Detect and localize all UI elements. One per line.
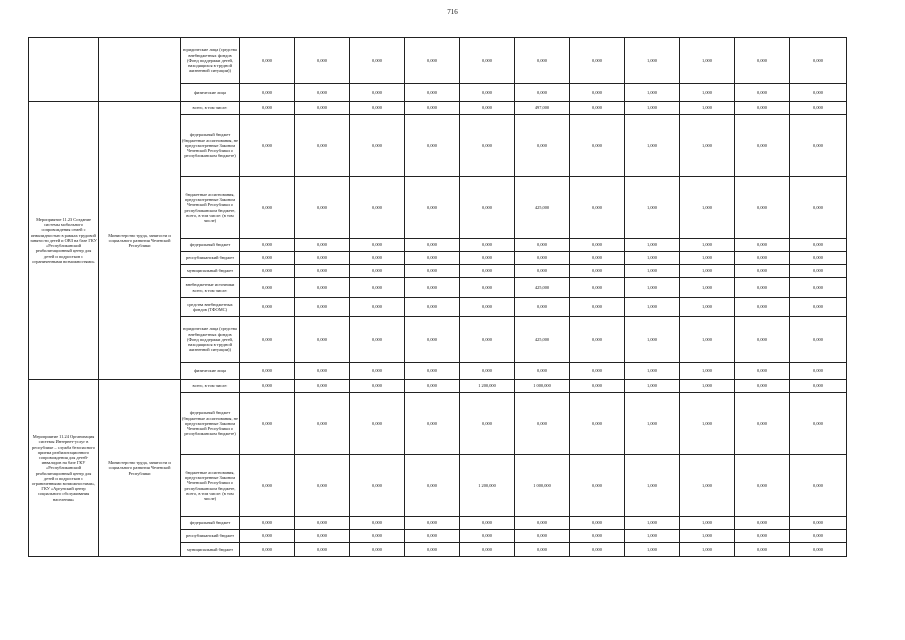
value-cell: 0,000 bbox=[570, 102, 625, 115]
value-cell: 0,000 bbox=[295, 84, 350, 102]
value-cell: 0,000 bbox=[405, 239, 460, 252]
funding-source-cell: бюджетные ассигнования, предусмотренные Законом Чеченской Республики о республиканском бюджете, всего, в том числе: (в том числе) bbox=[181, 177, 240, 239]
value-cell: 1,000 bbox=[680, 517, 735, 530]
value-cell: 1,000 bbox=[625, 115, 680, 177]
value-cell: 1 000,000 bbox=[515, 455, 570, 517]
value-cell: 0,000 bbox=[240, 298, 295, 317]
value-cell: 0,000 bbox=[735, 84, 790, 102]
value-cell: 0,000 bbox=[350, 278, 405, 298]
value-cell: 0,000 bbox=[460, 517, 515, 530]
value-cell: 0,000 bbox=[240, 530, 295, 543]
value-cell: 0,000 bbox=[405, 317, 460, 363]
value-cell: 0,000 bbox=[790, 84, 847, 102]
measure-name-cell bbox=[29, 38, 99, 102]
value-cell: 0,000 bbox=[570, 115, 625, 177]
value-cell: 0,000 bbox=[240, 177, 295, 239]
value-cell: 0,000 bbox=[295, 115, 350, 177]
value-cell: 0,000 bbox=[515, 298, 570, 317]
value-cell: 0,000 bbox=[350, 252, 405, 265]
measure-name-cell: Мероприятие 11.24 Организация системы Интернет-услуг в республике – служба безопасного приема реабилитационного сопровождения для детей-инвалидов на базе ГКУ «Республиканский реабилитационный центр для детей и подростков с ограниченными возможностями», ГКУ «Аргунский центр социального обслуживания населения» bbox=[29, 380, 99, 557]
value-cell: 0,000 bbox=[405, 393, 460, 455]
value-cell: 1,000 bbox=[625, 530, 680, 543]
value-cell: 0,000 bbox=[735, 252, 790, 265]
value-cell: 1,000 bbox=[680, 543, 735, 557]
value-cell: 0,000 bbox=[790, 115, 847, 177]
value-cell: 0,000 bbox=[405, 380, 460, 393]
value-cell: 0,000 bbox=[295, 278, 350, 298]
value-cell: 1,000 bbox=[625, 298, 680, 317]
value-cell: 0,000 bbox=[460, 252, 515, 265]
value-cell: 0,000 bbox=[350, 265, 405, 278]
value-cell: 0,000 bbox=[295, 543, 350, 557]
value-cell: 0,000 bbox=[295, 298, 350, 317]
value-cell: 0,000 bbox=[405, 455, 460, 517]
value-cell: 0,000 bbox=[790, 278, 847, 298]
value-cell: 0,000 bbox=[735, 393, 790, 455]
value-cell: 0,000 bbox=[790, 102, 847, 115]
value-cell: 0,000 bbox=[735, 455, 790, 517]
value-cell: 0,000 bbox=[460, 278, 515, 298]
value-cell: 0,000 bbox=[295, 177, 350, 239]
value-cell: 0,000 bbox=[405, 278, 460, 298]
value-cell: 0,000 bbox=[570, 393, 625, 455]
value-cell: 0,000 bbox=[405, 363, 460, 380]
value-cell: 1,000 bbox=[680, 115, 735, 177]
value-cell: 0,000 bbox=[735, 298, 790, 317]
value-cell: 0,000 bbox=[405, 115, 460, 177]
value-cell: 0,000 bbox=[790, 530, 847, 543]
funding-source-cell: федеральный бюджет (бюджетные ассигнования, не предусмотренные Законом Чеченской Республики о республиканском бюджете) bbox=[181, 115, 240, 177]
value-cell: 0,000 bbox=[350, 177, 405, 239]
value-cell: 1,000 bbox=[625, 317, 680, 363]
value-cell: 0,000 bbox=[350, 530, 405, 543]
value-cell: 1,000 bbox=[625, 265, 680, 278]
value-cell: 1,000 bbox=[680, 177, 735, 239]
value-cell: 0,000 bbox=[570, 265, 625, 278]
value-cell: 1,000 bbox=[680, 380, 735, 393]
value-cell: 0,000 bbox=[240, 239, 295, 252]
value-cell: 497,000 bbox=[515, 102, 570, 115]
value-cell: 0,000 bbox=[460, 298, 515, 317]
value-cell: 0,000 bbox=[240, 517, 295, 530]
value-cell: 425,000 bbox=[515, 278, 570, 298]
value-cell: 0,000 bbox=[460, 317, 515, 363]
value-cell: 0,000 bbox=[570, 517, 625, 530]
value-cell: 0,000 bbox=[735, 177, 790, 239]
value-cell: 1,000 bbox=[625, 177, 680, 239]
value-cell: 0,000 bbox=[790, 455, 847, 517]
value-cell: 0,000 bbox=[570, 380, 625, 393]
funding-source-cell: физические лица bbox=[181, 84, 240, 102]
funding-source-cell: средства внебюджетных фондов (ТФОМС) bbox=[181, 298, 240, 317]
value-cell: 0,000 bbox=[350, 84, 405, 102]
value-cell: 0,000 bbox=[570, 252, 625, 265]
value-cell: 0,000 bbox=[405, 530, 460, 543]
value-cell: 1,000 bbox=[680, 278, 735, 298]
value-cell: 0,000 bbox=[405, 84, 460, 102]
value-cell: 1,000 bbox=[680, 102, 735, 115]
value-cell: 1,000 bbox=[625, 38, 680, 84]
value-cell: 0,000 bbox=[570, 543, 625, 557]
value-cell: 0,000 bbox=[790, 298, 847, 317]
funding-source-cell: республиканский бюджет bbox=[181, 530, 240, 543]
value-cell: 0,000 bbox=[515, 239, 570, 252]
value-cell: 0,000 bbox=[735, 530, 790, 543]
value-cell: 1,000 bbox=[680, 239, 735, 252]
value-cell: 0,000 bbox=[790, 543, 847, 557]
value-cell: 0,000 bbox=[240, 38, 295, 84]
value-cell: 0,000 bbox=[735, 543, 790, 557]
value-cell: 0,000 bbox=[460, 115, 515, 177]
value-cell: 0,000 bbox=[295, 380, 350, 393]
value-cell: 0,000 bbox=[295, 363, 350, 380]
value-cell: 0,000 bbox=[735, 265, 790, 278]
value-cell: 0,000 bbox=[570, 239, 625, 252]
value-cell: 0,000 bbox=[515, 84, 570, 102]
value-cell: 0,000 bbox=[240, 317, 295, 363]
executor-cell bbox=[99, 38, 181, 102]
value-cell: 0,000 bbox=[460, 543, 515, 557]
value-cell: 0,000 bbox=[240, 455, 295, 517]
value-cell: 1,000 bbox=[625, 380, 680, 393]
value-cell: 0,000 bbox=[570, 530, 625, 543]
value-cell: 0,000 bbox=[460, 84, 515, 102]
executor-cell: Министерство труда, занятости и социального развития Чеченской Республики bbox=[99, 380, 181, 557]
funding-source-cell: бюджетные ассигнования, предусмотренные Законом Чеченской Республики о республиканском бюджете, всего, в том числе: (в том числе) bbox=[181, 455, 240, 517]
value-cell: 1,000 bbox=[625, 393, 680, 455]
value-cell: 1,000 bbox=[680, 252, 735, 265]
value-cell: 0,000 bbox=[295, 252, 350, 265]
value-cell: 0,000 bbox=[240, 265, 295, 278]
value-cell: 0,000 bbox=[405, 252, 460, 265]
funding-source-cell: муниципальный бюджет bbox=[181, 265, 240, 278]
value-cell: 0,000 bbox=[735, 380, 790, 393]
value-cell: 0,000 bbox=[790, 380, 847, 393]
value-cell: 0,000 bbox=[735, 38, 790, 84]
value-cell: 425,000 bbox=[515, 177, 570, 239]
value-cell: 0,000 bbox=[240, 380, 295, 393]
value-cell: 0,000 bbox=[295, 455, 350, 517]
value-cell: 0,000 bbox=[735, 102, 790, 115]
value-cell: 0,000 bbox=[295, 38, 350, 84]
value-cell: 0,000 bbox=[350, 102, 405, 115]
value-cell: 0,000 bbox=[350, 455, 405, 517]
value-cell: 0,000 bbox=[460, 363, 515, 380]
value-cell: 0,000 bbox=[405, 265, 460, 278]
value-cell: 0,000 bbox=[240, 393, 295, 455]
value-cell: 0,000 bbox=[295, 530, 350, 543]
value-cell: 0,000 bbox=[570, 177, 625, 239]
value-cell: 0,000 bbox=[405, 543, 460, 557]
value-cell: 0,000 bbox=[405, 298, 460, 317]
value-cell: 0,000 bbox=[350, 393, 405, 455]
value-cell: 0,000 bbox=[350, 298, 405, 317]
value-cell: 0,000 bbox=[735, 278, 790, 298]
value-cell: 0,000 bbox=[350, 517, 405, 530]
value-cell: 1,000 bbox=[680, 317, 735, 363]
value-cell: 0,000 bbox=[735, 115, 790, 177]
value-cell: 1,000 bbox=[625, 363, 680, 380]
funding-source-cell: внебюджетные источники всего, в том числе: bbox=[181, 278, 240, 298]
value-cell: 1 000,000 bbox=[515, 380, 570, 393]
value-cell: 0,000 bbox=[790, 517, 847, 530]
value-cell: 1,000 bbox=[625, 455, 680, 517]
value-cell: 0,000 bbox=[240, 543, 295, 557]
page-number: 716 bbox=[447, 8, 458, 16]
value-cell: 1,000 bbox=[625, 102, 680, 115]
value-cell: 0,000 bbox=[515, 115, 570, 177]
value-cell: 0,000 bbox=[350, 38, 405, 84]
value-cell: 1,000 bbox=[625, 517, 680, 530]
value-cell: 0,000 bbox=[735, 317, 790, 363]
value-cell: 0,000 bbox=[515, 265, 570, 278]
value-cell: 0,000 bbox=[460, 38, 515, 84]
funding-source-cell: федеральный бюджет bbox=[181, 239, 240, 252]
value-cell: 0,000 bbox=[295, 239, 350, 252]
value-cell: 0,000 bbox=[240, 102, 295, 115]
value-cell: 0,000 bbox=[570, 455, 625, 517]
value-cell: 0,000 bbox=[350, 380, 405, 393]
funding-source-cell: федеральный бюджет bbox=[181, 517, 240, 530]
value-cell: 0,000 bbox=[790, 317, 847, 363]
value-cell: 0,000 bbox=[790, 177, 847, 239]
value-cell: 0,000 bbox=[350, 317, 405, 363]
value-cell: 1,000 bbox=[680, 530, 735, 543]
value-cell: 0,000 bbox=[570, 278, 625, 298]
value-cell: 0,000 bbox=[350, 543, 405, 557]
value-cell: 0,000 bbox=[570, 363, 625, 380]
value-cell: 1 200,000 bbox=[460, 455, 515, 517]
value-cell: 0,000 bbox=[405, 177, 460, 239]
value-cell: 1,000 bbox=[680, 455, 735, 517]
funding-source-cell: республиканский бюджет bbox=[181, 252, 240, 265]
value-cell: 0,000 bbox=[240, 84, 295, 102]
value-cell: 0,000 bbox=[790, 363, 847, 380]
funding-source-cell: всего, в том числе: bbox=[181, 380, 240, 393]
value-cell: 1,000 bbox=[680, 298, 735, 317]
value-cell: 0,000 bbox=[515, 543, 570, 557]
value-cell: 0,000 bbox=[515, 252, 570, 265]
value-cell: 0,000 bbox=[295, 265, 350, 278]
value-cell: 0,000 bbox=[350, 115, 405, 177]
budget-table bbox=[28, 37, 847, 557]
measure-name-cell: Мероприятие 11.23 Создание системы мобильного сопровождения семей с инвалидностью в рамках трудовой занятости детей и ОВЗ на базе ГКУ «Республиканский реабилитационный центр для детей и подростков с ограниченными возможностями» bbox=[29, 102, 99, 380]
value-cell: 0,000 bbox=[295, 317, 350, 363]
value-cell: 0,000 bbox=[790, 265, 847, 278]
value-cell: 0,000 bbox=[460, 265, 515, 278]
funding-source-cell: муниципальный бюджет bbox=[181, 543, 240, 557]
value-cell: 1,000 bbox=[680, 363, 735, 380]
value-cell: 0,000 bbox=[790, 239, 847, 252]
value-cell: 0,000 bbox=[460, 530, 515, 543]
value-cell: 0,000 bbox=[515, 363, 570, 380]
value-cell: 0,000 bbox=[405, 517, 460, 530]
value-cell: 425,000 bbox=[515, 317, 570, 363]
table-row bbox=[29, 380, 847, 393]
value-cell: 0,000 bbox=[240, 252, 295, 265]
value-cell: 0,000 bbox=[350, 239, 405, 252]
value-cell: 1 200,000 bbox=[460, 380, 515, 393]
value-cell: 0,000 bbox=[240, 115, 295, 177]
value-cell: 0,000 bbox=[460, 239, 515, 252]
value-cell: 0,000 bbox=[735, 239, 790, 252]
value-cell: 0,000 bbox=[460, 177, 515, 239]
value-cell: 1,000 bbox=[680, 84, 735, 102]
value-cell: 0,000 bbox=[570, 298, 625, 317]
value-cell: 0,000 bbox=[515, 393, 570, 455]
value-cell: 1,000 bbox=[625, 278, 680, 298]
funding-source-cell: всего, в том числе: bbox=[181, 102, 240, 115]
value-cell: 1,000 bbox=[625, 543, 680, 557]
value-cell: 0,000 bbox=[295, 517, 350, 530]
value-cell: 0,000 bbox=[735, 517, 790, 530]
funding-source-cell: физические лица bbox=[181, 363, 240, 380]
value-cell: 0,000 bbox=[460, 102, 515, 115]
funding-source-cell: юридические лица (средства внебюджетных фондов (Фонд поддержки детей, находящихся в трудной жизненной ситуации)) bbox=[181, 317, 240, 363]
value-cell: 0,000 bbox=[790, 252, 847, 265]
value-cell: 0,000 bbox=[295, 393, 350, 455]
value-cell: 0,000 bbox=[570, 317, 625, 363]
value-cell: 1,000 bbox=[625, 239, 680, 252]
table-row bbox=[29, 102, 847, 115]
value-cell: 0,000 bbox=[240, 363, 295, 380]
value-cell: 0,000 bbox=[515, 530, 570, 543]
value-cell: 0,000 bbox=[570, 84, 625, 102]
value-cell: 0,000 bbox=[240, 278, 295, 298]
value-cell: 0,000 bbox=[790, 38, 847, 84]
value-cell: 1,000 bbox=[680, 393, 735, 455]
value-cell: 1,000 bbox=[625, 252, 680, 265]
value-cell: 0,000 bbox=[570, 38, 625, 84]
executor-cell: Министерство труда, занятости и социального развития Чеченской Республики bbox=[99, 102, 181, 380]
value-cell: 0,000 bbox=[405, 102, 460, 115]
value-cell: 0,000 bbox=[790, 393, 847, 455]
table-row bbox=[29, 38, 847, 84]
value-cell: 0,000 bbox=[515, 517, 570, 530]
value-cell: 1,000 bbox=[625, 84, 680, 102]
value-cell: 0,000 bbox=[405, 38, 460, 84]
value-cell: 1,000 bbox=[680, 38, 735, 84]
value-cell: 0,000 bbox=[735, 363, 790, 380]
value-cell: 0,000 bbox=[515, 38, 570, 84]
value-cell: 0,000 bbox=[295, 102, 350, 115]
value-cell: 0,000 bbox=[350, 363, 405, 380]
funding-source-cell: юридические лица (средства внебюджетных фондов (Фонд поддержки детей, находящихся в трудной жизненной ситуации)) bbox=[181, 38, 240, 84]
value-cell: 1,000 bbox=[680, 265, 735, 278]
funding-source-cell: федеральный бюджет (бюджетные ассигнования, не предусмотренные Законом Чеченской Республики о республиканском бюджете) bbox=[181, 393, 240, 455]
value-cell: 0,000 bbox=[460, 393, 515, 455]
